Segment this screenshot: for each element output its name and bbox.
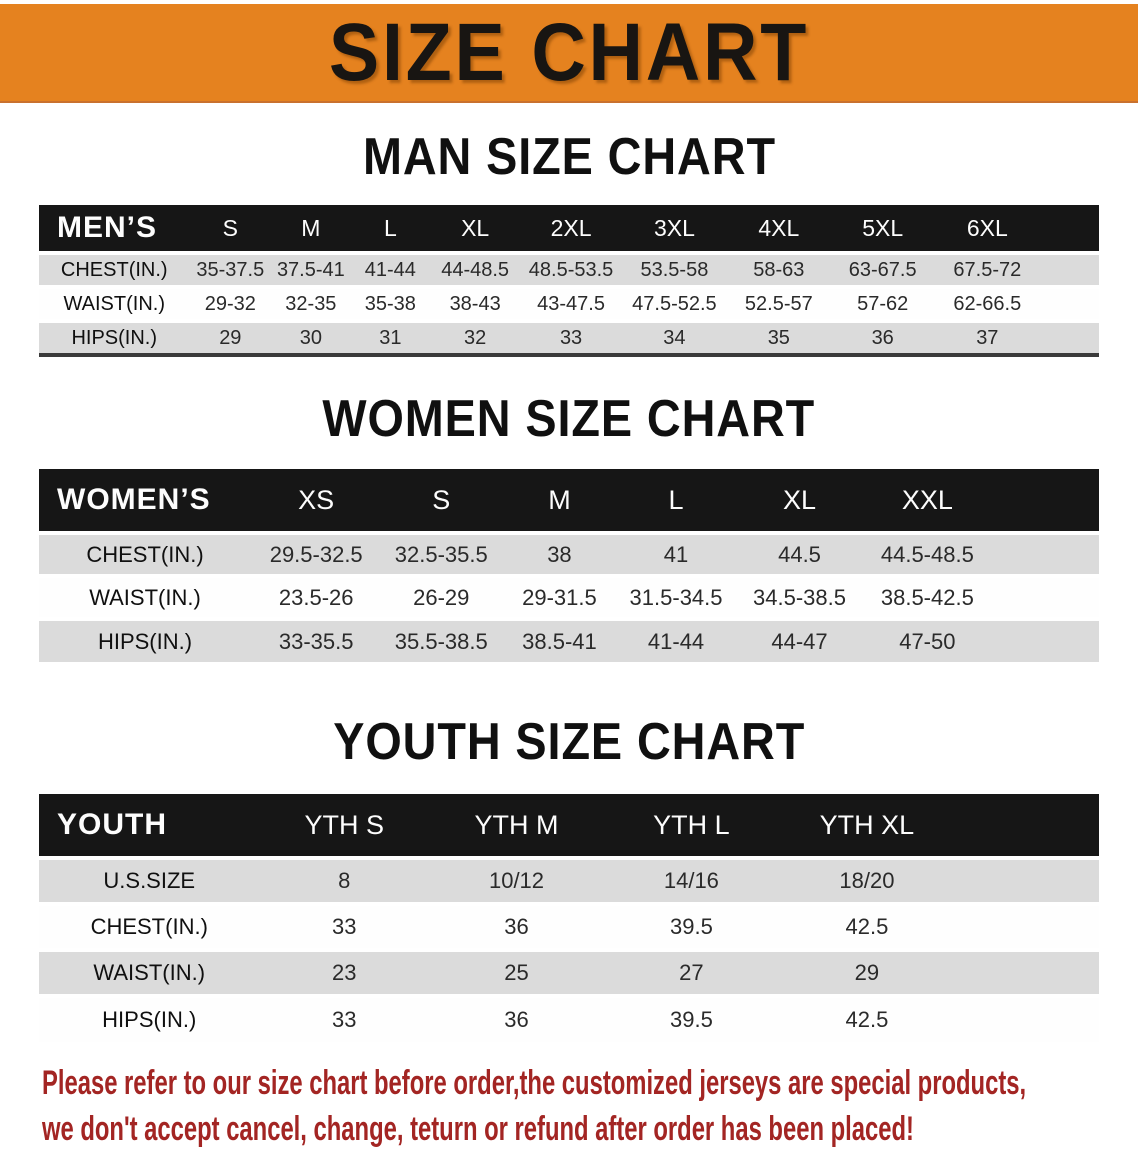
value-cell: 38 — [501, 533, 618, 576]
value-cell: 33 — [520, 321, 622, 355]
value-cell: 34 — [622, 321, 727, 355]
value-cell: 37.5-41 — [271, 253, 350, 287]
table-row — [39, 533, 1099, 576]
row-label-cell: HIPS(IN.) — [39, 996, 259, 1042]
column-header: XXL — [865, 469, 1099, 533]
value-cell: 58-63 — [727, 253, 831, 287]
value-cell: 35-38 — [351, 287, 430, 321]
value-cell: 29 — [779, 950, 1099, 996]
value-cell: 62-66.5 — [935, 287, 1099, 321]
value-cell: 44.5-48.5 — [865, 533, 1099, 576]
women-section — [0, 357, 1138, 662]
table-row — [39, 321, 1099, 355]
column-header: 2XL — [520, 205, 622, 253]
table-row — [39, 950, 1099, 996]
table-title-cell: MEN’S — [39, 205, 190, 253]
value-cell: 35-37.5 — [190, 253, 272, 287]
value-cell: 38-43 — [430, 287, 520, 321]
column-header: L — [351, 205, 430, 253]
page-title: SIZE CHART — [328, 6, 810, 98]
value-cell: 37 — [935, 321, 1099, 355]
column-header: XL — [734, 469, 864, 533]
table-row — [39, 576, 1099, 619]
value-cell: 44-48.5 — [430, 253, 520, 287]
value-cell: 42.5 — [779, 996, 1099, 1042]
value-cell: 14/16 — [604, 858, 779, 904]
value-cell: 43-47.5 — [520, 287, 622, 321]
value-cell: 36 — [831, 321, 935, 355]
value-cell: 30 — [271, 321, 350, 355]
value-cell: 44-47 — [734, 619, 864, 662]
table-row — [39, 996, 1099, 1042]
title-banner — [0, 4, 1138, 103]
value-cell: 33 — [259, 904, 429, 950]
value-cell: 25 — [429, 950, 604, 996]
value-cell: 42.5 — [779, 904, 1099, 950]
row-label-cell: CHEST(IN.) — [39, 253, 190, 287]
value-cell: 57-62 — [831, 287, 935, 321]
value-cell: 47-50 — [865, 619, 1099, 662]
disclaimer-line-1: Please refer to our size chart before order,the customized jerseys are special products, — [42, 1064, 1027, 1102]
value-cell: 23 — [259, 950, 429, 996]
men-section-heading — [0, 103, 1138, 205]
column-header: YTH L — [604, 794, 779, 858]
row-label-cell: WAIST(IN.) — [39, 287, 190, 321]
header-row — [39, 205, 1099, 253]
men-size-table — [39, 205, 1099, 357]
table-title-cell: WOMEN’S — [39, 469, 251, 533]
youth-heading-text: YOUTH SIZE CHART — [332, 713, 805, 771]
value-cell: 10/12 — [429, 858, 604, 904]
value-cell: 63-67.5 — [831, 253, 935, 287]
youth-section — [0, 662, 1138, 1042]
column-header: S — [190, 205, 272, 253]
women-size-table — [39, 469, 1099, 662]
value-cell: 29-31.5 — [501, 576, 618, 619]
value-cell: 29.5-32.5 — [251, 533, 381, 576]
value-cell: 31.5-34.5 — [618, 576, 735, 619]
table-row — [39, 858, 1099, 904]
value-cell: 29-32 — [190, 287, 272, 321]
value-cell: 32-35 — [271, 287, 350, 321]
value-cell: 67.5-72 — [935, 253, 1099, 287]
disclaimer-line-2: we don't accept cancel, change, teturn or refund after order has been placed! — [42, 1110, 914, 1148]
column-header: YTH S — [259, 794, 429, 858]
women-section-heading — [0, 357, 1138, 469]
column-header: 4XL — [727, 205, 831, 253]
men-heading-text: MAN SIZE CHART — [362, 128, 776, 186]
header-row — [39, 469, 1099, 533]
table-row — [39, 287, 1099, 321]
column-header: 3XL — [622, 205, 727, 253]
women-heading-text: WOMEN SIZE CHART — [322, 390, 816, 448]
table-row — [39, 904, 1099, 950]
row-label-cell: HIPS(IN.) — [39, 619, 251, 662]
column-header: 5XL — [831, 205, 935, 253]
column-header: L — [618, 469, 735, 533]
size-chart-page — [0, 4, 1138, 1152]
value-cell: 36 — [429, 904, 604, 950]
header-row — [39, 794, 1099, 858]
value-cell: 32 — [430, 321, 520, 355]
value-cell: 27 — [604, 950, 779, 996]
value-cell: 52.5-57 — [727, 287, 831, 321]
column-header: M — [271, 205, 350, 253]
value-cell: 31 — [351, 321, 430, 355]
column-header: S — [381, 469, 501, 533]
row-label-cell: CHEST(IN.) — [39, 904, 259, 950]
column-header: YTH XL — [779, 794, 1099, 858]
value-cell: 33 — [259, 996, 429, 1042]
column-header: XS — [251, 469, 381, 533]
value-cell: 44.5 — [734, 533, 864, 576]
value-cell: 41 — [618, 533, 735, 576]
value-cell: 38.5-42.5 — [865, 576, 1099, 619]
value-cell: 34.5-38.5 — [734, 576, 864, 619]
disclaimer — [42, 1060, 1138, 1152]
value-cell: 29 — [190, 321, 272, 355]
youth-section-heading — [0, 662, 1138, 794]
row-label-cell: CHEST(IN.) — [39, 533, 251, 576]
column-header: XL — [430, 205, 520, 253]
value-cell: 33-35.5 — [251, 619, 381, 662]
value-cell: 47.5-52.5 — [622, 287, 727, 321]
column-header: M — [501, 469, 618, 533]
value-cell: 41-44 — [618, 619, 735, 662]
value-cell: 32.5-35.5 — [381, 533, 501, 576]
value-cell: 8 — [259, 858, 429, 904]
men-section — [0, 103, 1138, 357]
value-cell: 35 — [727, 321, 831, 355]
value-cell: 36 — [429, 996, 604, 1042]
column-header: YTH M — [429, 794, 604, 858]
value-cell: 26-29 — [381, 576, 501, 619]
row-label-cell: WAIST(IN.) — [39, 576, 251, 619]
value-cell: 18/20 — [779, 858, 1099, 904]
value-cell: 35.5-38.5 — [381, 619, 501, 662]
table-title-cell: YOUTH — [39, 794, 259, 858]
table-row — [39, 619, 1099, 662]
value-cell: 38.5-41 — [501, 619, 618, 662]
value-cell: 39.5 — [604, 996, 779, 1042]
column-header: 6XL — [935, 205, 1099, 253]
value-cell: 53.5-58 — [622, 253, 727, 287]
value-cell: 39.5 — [604, 904, 779, 950]
row-label-cell: HIPS(IN.) — [39, 321, 190, 355]
value-cell: 23.5-26 — [251, 576, 381, 619]
youth-size-table — [39, 794, 1099, 1042]
table-row — [39, 253, 1099, 287]
row-label-cell: U.S.SIZE — [39, 858, 259, 904]
value-cell: 48.5-53.5 — [520, 253, 622, 287]
row-label-cell: WAIST(IN.) — [39, 950, 259, 996]
value-cell: 41-44 — [351, 253, 430, 287]
